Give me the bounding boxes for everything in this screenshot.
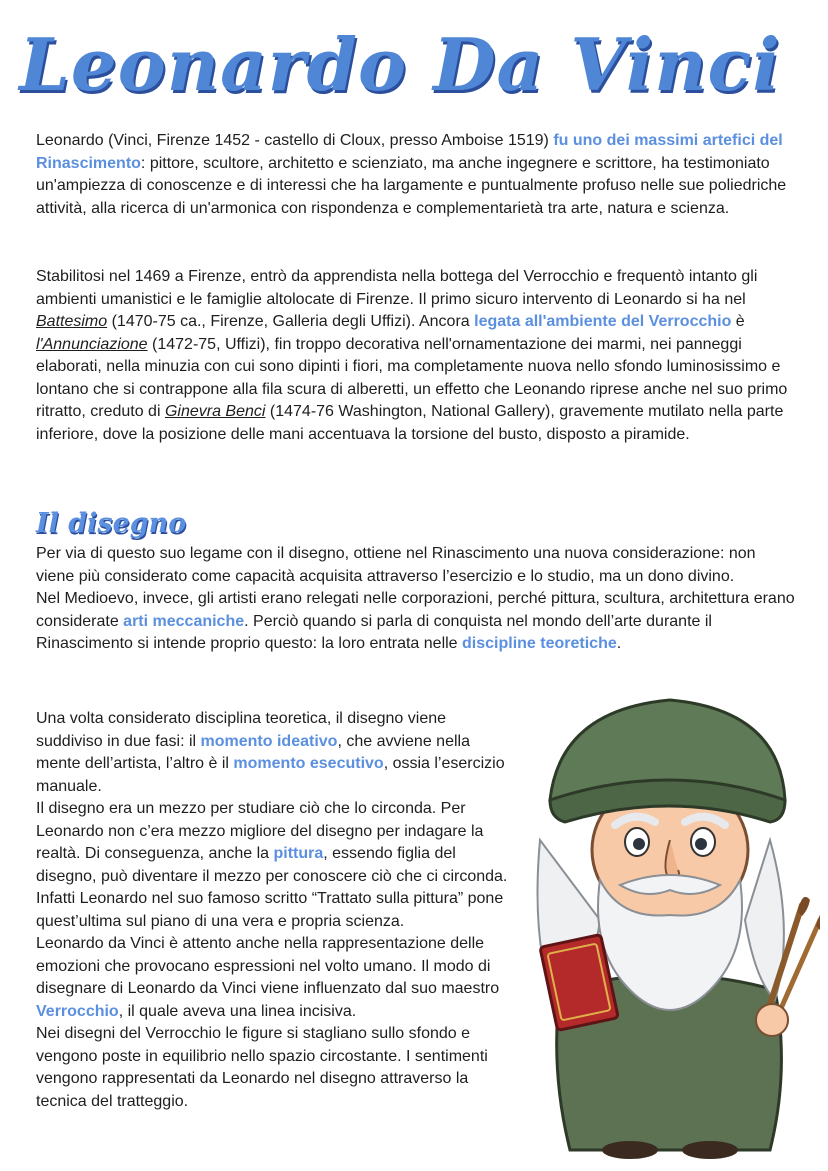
artwork-annunciazione: l'Annunciazione bbox=[36, 335, 148, 353]
highlight-text: momento esecutivo bbox=[233, 755, 384, 772]
highlight-text: momento ideativo bbox=[200, 732, 338, 750]
artwork-ginevra-benci: Ginevra Benci bbox=[164, 403, 266, 420]
artwork-battesimo: Battesimo bbox=[36, 313, 108, 330]
intro-paragraph: Leonardo (Vinci, Firenze 1452 - castello di Cloux, presso Amboise 1519) fu uno dei massimi artefici del Rinascimento: pittore, scultore, architetto e scienziato, ma anche ingegnere e scrittore, ha testimoniato un'ampiezza di conoscenze e di interessi che ha largamente e puntualmente profuso nelle sue poliedriche attività, alla ricerca di un'armonica con rispondenza e complementarietà tra arte, natura e scienza. bbox=[36, 132, 787, 217]
highlight-text: fu uno dei massimi artefici del Rinascimento bbox=[36, 132, 783, 172]
highlight-text: arti meccaniche bbox=[123, 612, 245, 630]
disegno-paragraph: Per via di questo suo legame con il disegno, ottiene nel Rinascimento una nuova considerazione: non viene più considerato come capacità acquisita attraverso l’esercizio e lo studio, ma un dono divino. Nel Medioevo, invece, gli artisti erano relegati nelle corporazioni, perché pittura, scultura, architettura erano considerate arti meccaniche. Perciò quando si parla di conquista nel mondo dell’arte durante il Rinascimento si intende proprio questo: la loro entrata nelle discipline teoretiche. bbox=[36, 545, 795, 652]
biography-paragraph: Stabilitosi nel 1469 a Firenze, entrò da apprendista nella bottega del Verrocchio e frequentò intanto gli ambienti umanistici e le famiglie altolocate di Firenze. Il primo sicuro intervento di Leonardo si ha nel Battesimo (1470-75 ca., Firenze, Galleria degli Uffizi). Ancora legata all'ambiente del Verrocchio è l'Annunciazione (1472-75, Uffizi), fin troppo decorativa nell'ornamentazione dei marmi, nei panneggi elaborati, nella minuzia con cui sono dipinti i fiori, ma completamente nuova nello sfondo luminosissimo e lontano che si contrappone alla fila scura di alberetti, un effetto che Leonando riprese anche nel suo primo ritratto, creduto di Ginevra Benci (1474-76 Washington, National Gallery), gravemente mutilato nella parte inferiore, dove la posizione delle mani accentuava la torsione del busto, disposto a piramide. bbox=[36, 268, 788, 443]
highlight-text: discipline teoretiche bbox=[462, 635, 617, 652]
leonardo-cartoon-illustration bbox=[520, 690, 820, 1160]
highlight-text: legata all'ambiente del Verrocchio bbox=[474, 313, 732, 330]
highlight-text: Verrocchio bbox=[36, 1002, 119, 1020]
highlight-text: pittura bbox=[273, 845, 324, 862]
page-title: Leonardo Da Vinci bbox=[19, 22, 781, 107]
section-title: Il disegno bbox=[36, 508, 187, 539]
disegno-details-paragraph: Una volta considerato disciplina teoretica, il disegno viene suddiviso in due fasi: il momento ideativo, che avviene nella mente dell’artista, l’altro è il momento esecutivo, ossia l’esercizio manuale. Il disegno era un mezzo per studiare ciò che lo circonda. Per Leonardo non c’era mezzo migliore del disegno per indagare la realtà. Di conseguenza, anche la pittura, essendo figlia del disegno, può diventare il mezzo per conoscere ciò che ci circonda. Infatti Leonardo nel suo famoso scritto “Trattato sulla pittura” pone quest’ultima sul piano di una vera e propria scienza. Leonardo da Vinci è attento anche nella rappresentazione delle emozioni che provocano espressioni nel volto umano. Il modo di disegnare di Leonardo da Vinci viene influenzato dal suo maestro Verrocchio, il quale aveva una linea incisiva. Nei disegni del Verrocchio le figure si stagliano sullo sfondo e vengono poste in equilibrio nello spazio circostante. I sentimenti vengono rappresentati da Leonardo nel disegno attraverso la tecnica del tratteggio. bbox=[36, 710, 508, 1110]
